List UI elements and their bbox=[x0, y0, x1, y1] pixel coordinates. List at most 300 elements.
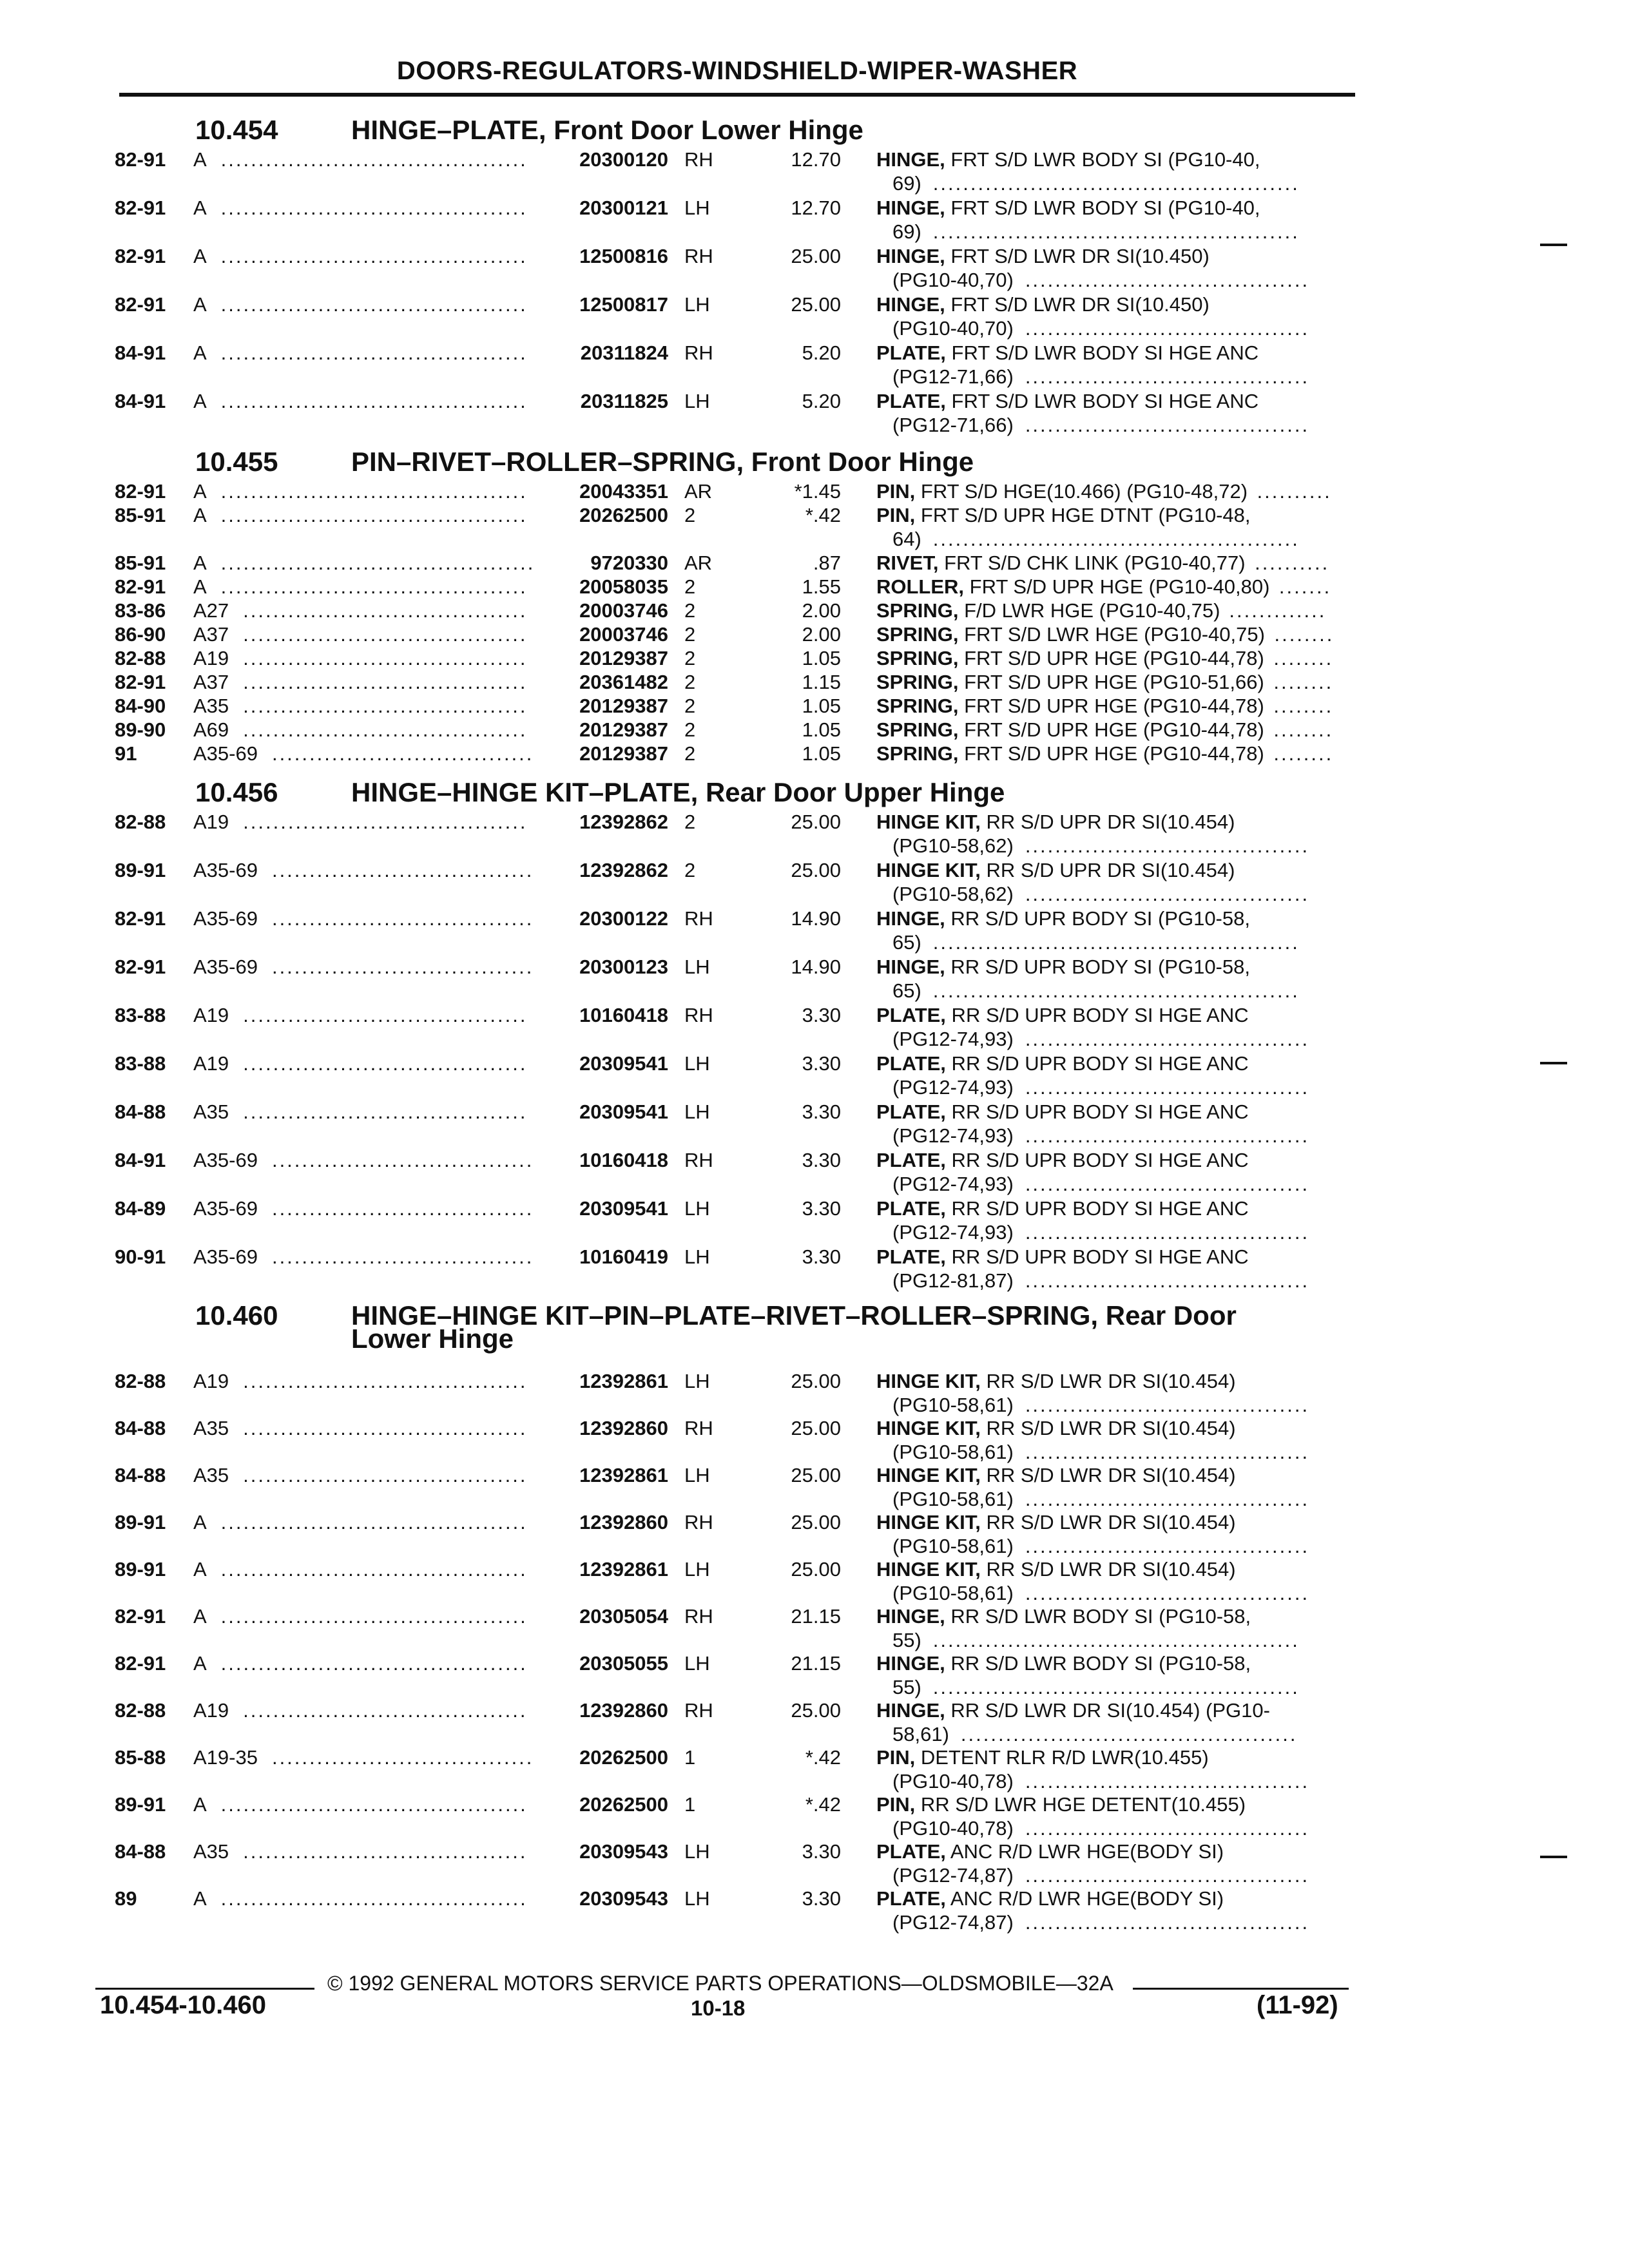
leader-dots: ...................................... bbox=[243, 695, 528, 717]
series-code: A bbox=[193, 1887, 207, 1910]
model-years: 89-91 bbox=[115, 1511, 166, 1533]
model-years: 84-89 bbox=[115, 1197, 166, 1220]
part-number: 20300121 bbox=[579, 197, 668, 219]
leader-dots: ................................... bbox=[271, 859, 534, 881]
quantity: LH bbox=[684, 1840, 710, 1863]
part-description-line2: (PG10-58,61) bbox=[892, 1441, 1014, 1463]
price: 3.30 bbox=[802, 1245, 841, 1268]
part-number: 20311825 bbox=[580, 390, 668, 412]
model-years: 85-91 bbox=[115, 552, 166, 574]
series-code: A35-69 bbox=[193, 907, 258, 930]
series-code: A bbox=[193, 148, 207, 171]
part-description bbox=[876, 197, 1260, 220]
leader-dots: ...................................... bbox=[1025, 1221, 1310, 1244]
part-description-line2: (PG10-40,70) bbox=[892, 269, 1014, 291]
quantity: 2 bbox=[684, 695, 696, 717]
part-description bbox=[876, 575, 1269, 599]
part-name: PLATE, bbox=[876, 1052, 946, 1075]
part-description-text: ANC R/D LWR HGE(BODY SI) bbox=[945, 1840, 1224, 1863]
price: 25.00 bbox=[791, 811, 841, 833]
part-name: SPRING, bbox=[876, 647, 959, 669]
part-description-text: FRT S/D UPR HGE (PG10-40,80) bbox=[964, 575, 1270, 598]
price: 1.05 bbox=[802, 742, 841, 765]
part-name: HINGE, bbox=[876, 197, 945, 219]
part-description-line2: (PG12-74,93) bbox=[892, 1124, 1014, 1147]
quantity: LH bbox=[684, 1052, 710, 1075]
leader-dots: ...................................... bbox=[1025, 269, 1310, 291]
quantity: LH bbox=[684, 1464, 710, 1486]
leader-dots: ...................................... bbox=[1025, 1394, 1310, 1416]
part-name: SPRING, bbox=[876, 718, 959, 741]
leader-dots: ...................................... bbox=[1025, 1911, 1310, 1934]
price: 1.05 bbox=[802, 695, 841, 717]
part-number: 20129387 bbox=[579, 718, 668, 741]
quantity: LH bbox=[684, 1197, 710, 1220]
header-rule bbox=[119, 93, 1355, 97]
part-description-text: RR S/D UPR BODY SI HGE ANC bbox=[945, 1149, 1249, 1171]
part-description-line2: (PG12-74,87) bbox=[892, 1911, 1014, 1934]
model-years: 89-91 bbox=[115, 859, 166, 881]
leader-dots: ...................................... bbox=[1025, 1817, 1310, 1840]
part-description bbox=[876, 647, 1264, 670]
quantity: LH bbox=[684, 1370, 710, 1392]
price: 21.15 bbox=[791, 1605, 841, 1628]
model-years: 84-88 bbox=[115, 1100, 166, 1123]
part-number: 20300122 bbox=[579, 907, 668, 930]
leader-dots: ...................................... bbox=[243, 1840, 528, 1863]
part-description bbox=[876, 341, 1258, 365]
model-years: 83-86 bbox=[115, 599, 166, 622]
footer-date: (11-92) bbox=[1257, 1991, 1338, 2019]
part-number: 12392860 bbox=[579, 1417, 668, 1439]
quantity: RH bbox=[684, 1004, 713, 1026]
price: 2.00 bbox=[802, 599, 841, 622]
model-years: 82-88 bbox=[115, 647, 166, 669]
quantity: RH bbox=[684, 1511, 713, 1533]
part-description-text: FRT S/D LWR BODY SI (PG10-40, bbox=[945, 148, 1260, 171]
part-description-text: RR S/D UPR DR SI(10.454) bbox=[980, 811, 1235, 833]
part-description bbox=[876, 1100, 1249, 1124]
price: 25.00 bbox=[791, 859, 841, 881]
part-number: 20058035 bbox=[579, 575, 668, 598]
quantity: RH bbox=[684, 1699, 713, 1722]
price: 25.00 bbox=[791, 245, 841, 267]
part-description-text: FRT S/D UPR HGE (PG10-44,78) bbox=[958, 695, 1264, 717]
series-code: A19 bbox=[193, 647, 229, 669]
part-number: 20300123 bbox=[579, 956, 668, 978]
leader-dots: ...................................... bbox=[1025, 1269, 1310, 1292]
series-code: A35-69 bbox=[193, 1245, 258, 1268]
price: 5.20 bbox=[802, 341, 841, 364]
part-description-line2: (PG12-74,93) bbox=[892, 1221, 1014, 1244]
page-header-title: DOORS-REGULATORS-WINDSHIELD-WIPER-WASHER bbox=[396, 57, 1078, 85]
leader-dots: ......................................... bbox=[220, 1793, 528, 1816]
margin-mark bbox=[1540, 244, 1567, 246]
quantity: 2 bbox=[684, 859, 696, 881]
part-description-text: FRT S/D LWR DR SI(10.450) bbox=[945, 245, 1210, 267]
leader-dots: ......................................... bbox=[220, 1511, 528, 1533]
part-description-text: RR S/D UPR BODY SI HGE ANC bbox=[945, 1100, 1249, 1123]
part-number: 10160419 bbox=[579, 1245, 668, 1268]
leader-dots: ................................................. bbox=[932, 931, 1300, 954]
part-description-text: FRT S/D UPR HGE DTNT (PG10-48, bbox=[915, 504, 1251, 526]
part-description-text: RR S/D LWR DR SI(10.454) bbox=[980, 1511, 1236, 1533]
series-code: A19-35 bbox=[193, 1746, 258, 1769]
part-description-line2: (PG10-58,62) bbox=[892, 883, 1014, 905]
price: 25.00 bbox=[791, 293, 841, 316]
part-description bbox=[876, 245, 1210, 268]
part-description-line2: (PG12-74,87) bbox=[892, 1864, 1014, 1887]
part-number: 20309541 bbox=[579, 1052, 668, 1075]
part-description-line2: (PG12-71,66) bbox=[892, 365, 1014, 388]
price: 3.30 bbox=[802, 1004, 841, 1026]
price: 1.05 bbox=[802, 647, 841, 669]
series-code: A bbox=[193, 1558, 207, 1581]
price: 3.30 bbox=[802, 1840, 841, 1863]
leader-dots: ...................................... bbox=[1025, 1582, 1310, 1604]
part-number: 20311824 bbox=[580, 341, 668, 364]
price: *.42 bbox=[805, 1746, 841, 1769]
part-description-text: RR S/D UPR BODY SI HGE ANC bbox=[945, 1245, 1249, 1268]
model-years: 83-88 bbox=[115, 1004, 166, 1026]
leader-dots: ................................................. bbox=[932, 172, 1300, 195]
part-description-text: FRT S/D LWR HGE (PG10-40,75) bbox=[958, 623, 1265, 646]
part-description bbox=[876, 1417, 1236, 1440]
price: 3.30 bbox=[802, 1197, 841, 1220]
part-name: PIN, bbox=[876, 1793, 916, 1816]
price: 3.30 bbox=[802, 1149, 841, 1171]
series-code: A35 bbox=[193, 1417, 229, 1439]
part-number: 20262500 bbox=[579, 1746, 668, 1769]
quantity: 2 bbox=[684, 718, 696, 741]
part-number: 10160418 bbox=[579, 1004, 668, 1026]
model-years: 84-88 bbox=[115, 1464, 166, 1486]
leader-dots: ................................... bbox=[271, 1245, 534, 1268]
part-name: PLATE, bbox=[876, 1887, 946, 1910]
leader-dots: ...................................... bbox=[1025, 1028, 1310, 1050]
part-name: PLATE, bbox=[876, 390, 946, 412]
model-years: 84-91 bbox=[115, 390, 166, 412]
part-number: 20305055 bbox=[579, 1652, 668, 1675]
part-description bbox=[876, 1840, 1224, 1863]
part-number: 20003746 bbox=[579, 623, 668, 646]
part-name: PIN, bbox=[876, 480, 916, 503]
model-years: 82-91 bbox=[115, 1605, 166, 1628]
leader-dots: ............................................. bbox=[960, 1723, 1298, 1745]
footer-rule-right bbox=[1133, 1988, 1349, 1990]
part-description-line2: (PG10-40,78) bbox=[892, 1770, 1014, 1792]
leader-dots: ...................................... bbox=[1025, 834, 1310, 857]
part-description bbox=[876, 1558, 1236, 1581]
part-description-text: RR S/D LWR DR SI(10.454) bbox=[980, 1417, 1236, 1439]
part-name: HINGE KIT, bbox=[876, 1370, 981, 1392]
leader-dots: ...................................... bbox=[1025, 1535, 1310, 1557]
leader-dots: ...................................... bbox=[243, 647, 528, 669]
part-description-text: RR S/D LWR DR SI(10.454) bbox=[980, 1558, 1236, 1581]
price: *1.45 bbox=[794, 480, 841, 503]
quantity: LH bbox=[684, 1558, 710, 1581]
section-title: HINGE–HINGE KIT–PLATE, Rear Door Upper Hinge bbox=[351, 777, 1005, 807]
part-number: 20262500 bbox=[579, 504, 668, 526]
price: 3.30 bbox=[802, 1887, 841, 1910]
part-name: HINGE, bbox=[876, 1652, 945, 1675]
leader-dots: ......................................... bbox=[220, 148, 528, 171]
part-description-text: FRT S/D UPR HGE (PG10-44,78) bbox=[958, 718, 1264, 741]
model-years: 82-91 bbox=[115, 480, 166, 503]
price: .87 bbox=[813, 552, 841, 574]
part-number: 20129387 bbox=[579, 695, 668, 717]
series-code: A bbox=[193, 197, 207, 219]
leader-dots: ...................................... bbox=[1025, 1076, 1310, 1099]
section-number: 10.456 bbox=[195, 777, 278, 807]
leader-dots: ................................................. bbox=[932, 528, 1300, 550]
leader-dots: ......................................... bbox=[220, 1605, 528, 1628]
part-description bbox=[876, 293, 1210, 316]
quantity: 2 bbox=[684, 647, 696, 669]
leader-dots: ...................................... bbox=[1025, 317, 1310, 340]
price: 1.05 bbox=[802, 718, 841, 741]
leader-dots: .......................................... bbox=[220, 552, 535, 574]
part-description-text: FRT S/D UPR HGE (PG10-44,78) bbox=[958, 742, 1264, 765]
leader-dots: ...................................... bbox=[1025, 414, 1310, 436]
leader-dots: ...................................... bbox=[243, 1100, 528, 1123]
leader-dots: ...................................... bbox=[243, 599, 528, 622]
part-description-text: ANC R/D LWR HGE(BODY SI) bbox=[945, 1887, 1224, 1910]
price: *.42 bbox=[805, 1793, 841, 1816]
part-number: 20300120 bbox=[579, 148, 668, 171]
part-number: 12392860 bbox=[579, 1699, 668, 1722]
leader-dots: ......................................... bbox=[220, 245, 528, 267]
part-name: HINGE, bbox=[876, 907, 945, 930]
quantity: 2 bbox=[684, 671, 696, 693]
quantity: 2 bbox=[684, 742, 696, 765]
model-years: 89-90 bbox=[115, 718, 166, 741]
part-number: 12500816 bbox=[579, 245, 668, 267]
series-code: A35 bbox=[193, 1464, 229, 1486]
part-description bbox=[876, 742, 1264, 765]
part-number: 12392862 bbox=[579, 859, 668, 881]
part-description-text: FRT S/D CHK LINK (PG10-40,77) bbox=[938, 552, 1246, 574]
part-description bbox=[876, 1793, 1246, 1816]
part-description bbox=[876, 1511, 1236, 1534]
price: 1.15 bbox=[802, 671, 841, 693]
part-name: PLATE, bbox=[876, 341, 946, 364]
part-description-line2: 55) bbox=[892, 1629, 921, 1651]
part-name: HINGE KIT, bbox=[876, 1511, 981, 1533]
model-years: 86-90 bbox=[115, 623, 166, 646]
part-description-text: DETENT RLR R/D LWR(10.455) bbox=[915, 1746, 1209, 1769]
part-description-line2: (PG10-58,61) bbox=[892, 1582, 1014, 1604]
part-description-line2: (PG12-81,87) bbox=[892, 1269, 1014, 1292]
leader-dots: ........ bbox=[1273, 718, 1334, 741]
series-code: A35 bbox=[193, 1840, 229, 1863]
leader-dots: ................................................. bbox=[932, 1629, 1300, 1651]
part-description-text: FRT S/D UPR HGE (PG10-44,78) bbox=[958, 647, 1264, 669]
part-description-text: RR S/D LWR HGE DETENT(10.455) bbox=[915, 1793, 1246, 1816]
leader-dots: ........ bbox=[1273, 671, 1334, 693]
quantity: 1 bbox=[684, 1746, 696, 1769]
part-name: PLATE, bbox=[876, 1004, 946, 1026]
part-number: 20043351 bbox=[579, 480, 668, 503]
part-name: HINGE KIT, bbox=[876, 1558, 981, 1581]
quantity: 2 bbox=[684, 623, 696, 646]
leader-dots: ...................................... bbox=[1025, 1864, 1310, 1887]
part-description-text: FRT S/D LWR BODY SI HGE ANC bbox=[945, 390, 1259, 412]
part-description-text: FRT S/D LWR BODY SI HGE ANC bbox=[945, 341, 1259, 364]
leader-dots: ......................................... bbox=[220, 504, 528, 526]
part-description bbox=[876, 859, 1235, 882]
part-description bbox=[876, 811, 1235, 834]
series-code: A35-69 bbox=[193, 956, 258, 978]
part-name: SPRING, bbox=[876, 742, 959, 765]
model-years: 82-91 bbox=[115, 148, 166, 171]
part-description-line2: (PG10-40,78) bbox=[892, 1817, 1014, 1840]
model-years: 89-91 bbox=[115, 1793, 166, 1816]
quantity: 2 bbox=[684, 575, 696, 598]
leader-dots: ................................... bbox=[271, 742, 534, 765]
part-description bbox=[876, 695, 1264, 718]
leader-dots: ...................................... bbox=[1025, 1770, 1310, 1792]
part-description-line2: 58,61) bbox=[892, 1723, 949, 1745]
leader-dots: ...................................... bbox=[243, 671, 528, 693]
series-code: A bbox=[193, 390, 207, 412]
leader-dots: ........ bbox=[1274, 623, 1335, 646]
model-years: 82-88 bbox=[115, 811, 166, 833]
part-description bbox=[876, 623, 1265, 646]
leader-dots: ...................................... bbox=[243, 1464, 528, 1486]
part-number: 10160418 bbox=[579, 1149, 668, 1171]
leader-dots: ................................................. bbox=[932, 979, 1300, 1002]
section-title: HINGE–PLATE, Front Door Lower Hinge bbox=[351, 115, 863, 145]
part-name: HINGE, bbox=[876, 245, 945, 267]
leader-dots: ................................... bbox=[271, 907, 534, 930]
part-description bbox=[876, 718, 1264, 742]
part-name: HINGE KIT, bbox=[876, 859, 981, 881]
part-description-text: FRT S/D UPR HGE (PG10-51,66) bbox=[958, 671, 1264, 693]
model-years: 83-88 bbox=[115, 1052, 166, 1075]
series-code: A35-69 bbox=[193, 859, 258, 881]
footer-copyright: © 1992 GENERAL MOTORS SERVICE PARTS OPERATIONS—OLDSMOBILE—32A bbox=[327, 1972, 1113, 1995]
quantity: 2 bbox=[684, 811, 696, 833]
price: 12.70 bbox=[791, 197, 841, 219]
quantity: LH bbox=[684, 1100, 710, 1123]
part-name: PLATE, bbox=[876, 1197, 946, 1220]
part-number: 20309541 bbox=[579, 1197, 668, 1220]
part-description-line2: 65) bbox=[892, 979, 921, 1002]
part-description-line2: (PG12-71,66) bbox=[892, 414, 1014, 436]
leader-dots: ................................... bbox=[271, 956, 534, 978]
part-description-text: RR S/D UPR BODY SI (PG10-58, bbox=[945, 956, 1250, 978]
model-years: 82-91 bbox=[115, 956, 166, 978]
part-name: HINGE, bbox=[876, 1699, 945, 1722]
model-years: 84-88 bbox=[115, 1417, 166, 1439]
series-code: A35-69 bbox=[193, 1197, 258, 1220]
series-code: A bbox=[193, 293, 207, 316]
leader-dots: ................................... bbox=[271, 1746, 534, 1769]
price: 25.00 bbox=[791, 1464, 841, 1486]
part-description-line2: (PG10-58,61) bbox=[892, 1394, 1014, 1416]
part-description-text: RR S/D UPR BODY SI HGE ANC bbox=[945, 1197, 1249, 1220]
part-name: PLATE, bbox=[876, 1100, 946, 1123]
price: 25.00 bbox=[791, 1699, 841, 1722]
series-code: A35-69 bbox=[193, 1149, 258, 1171]
model-years: 82-91 bbox=[115, 907, 166, 930]
part-number: 20361482 bbox=[579, 671, 668, 693]
series-code: A bbox=[193, 1605, 207, 1628]
leader-dots: ...................................... bbox=[1025, 1124, 1310, 1147]
footer-page-number: 10-18 bbox=[691, 1996, 746, 2020]
part-number: 12392861 bbox=[579, 1370, 668, 1392]
price: 3.30 bbox=[802, 1100, 841, 1123]
part-number: 12392861 bbox=[579, 1464, 668, 1486]
section-title: PIN–RIVET–ROLLER–SPRING, Front Door Hinge bbox=[351, 447, 974, 477]
footer-rule-left bbox=[95, 1988, 314, 1990]
model-years: 82-91 bbox=[115, 245, 166, 267]
part-name: PLATE, bbox=[876, 1840, 946, 1863]
price: 1.55 bbox=[802, 575, 841, 598]
part-number: 12392860 bbox=[579, 1511, 668, 1533]
series-code: A bbox=[193, 245, 207, 267]
leader-dots: ...................................... bbox=[1025, 1488, 1310, 1510]
leader-dots: ......................................... bbox=[220, 1652, 528, 1675]
part-description bbox=[876, 1004, 1249, 1027]
leader-dots: ......................................... bbox=[220, 197, 528, 219]
part-description bbox=[876, 1464, 1236, 1487]
part-name: HINGE KIT, bbox=[876, 811, 981, 833]
quantity: LH bbox=[684, 293, 710, 316]
part-description bbox=[876, 390, 1258, 413]
quantity: AR bbox=[684, 552, 713, 574]
part-description bbox=[876, 1605, 1251, 1628]
model-years: 84-91 bbox=[115, 341, 166, 364]
quantity: 1 bbox=[684, 1793, 696, 1816]
part-description bbox=[876, 1652, 1251, 1675]
part-number: 12392862 bbox=[579, 811, 668, 833]
part-description-line2: (PG10-40,70) bbox=[892, 317, 1014, 340]
part-description bbox=[876, 671, 1264, 694]
part-name: HINGE, bbox=[876, 956, 945, 978]
leader-dots: ................................................. bbox=[932, 220, 1300, 243]
leader-dots: ......................................... bbox=[220, 480, 528, 503]
series-code: A bbox=[193, 1511, 207, 1533]
leader-dots: ................................... bbox=[271, 1197, 534, 1220]
model-years: 82-91 bbox=[115, 575, 166, 598]
leader-dots: ...................................... bbox=[1025, 1173, 1310, 1195]
part-name: SPRING, bbox=[876, 623, 959, 646]
part-description-text: RR S/D LWR DR SI(10.454) (PG10- bbox=[945, 1699, 1270, 1722]
series-code: A19 bbox=[193, 1370, 229, 1392]
part-description bbox=[876, 148, 1260, 171]
series-code: A27 bbox=[193, 599, 229, 622]
price: 25.00 bbox=[791, 1370, 841, 1392]
series-code: A35 bbox=[193, 1100, 229, 1123]
part-description bbox=[876, 1149, 1249, 1172]
series-code: A bbox=[193, 1793, 207, 1816]
series-code: A19 bbox=[193, 1052, 229, 1075]
part-description bbox=[876, 552, 1246, 575]
quantity: LH bbox=[684, 390, 710, 412]
series-code: A bbox=[193, 575, 207, 598]
price: 2.00 bbox=[802, 623, 841, 646]
part-description bbox=[876, 504, 1251, 527]
series-code: A19 bbox=[193, 1699, 229, 1722]
quantity: RH bbox=[684, 1605, 713, 1628]
price: 14.90 bbox=[791, 907, 841, 930]
part-description-text: RR S/D LWR BODY SI (PG10-58, bbox=[945, 1605, 1251, 1628]
quantity: RH bbox=[684, 148, 713, 171]
series-code: A19 bbox=[193, 811, 229, 833]
part-description bbox=[876, 956, 1250, 979]
